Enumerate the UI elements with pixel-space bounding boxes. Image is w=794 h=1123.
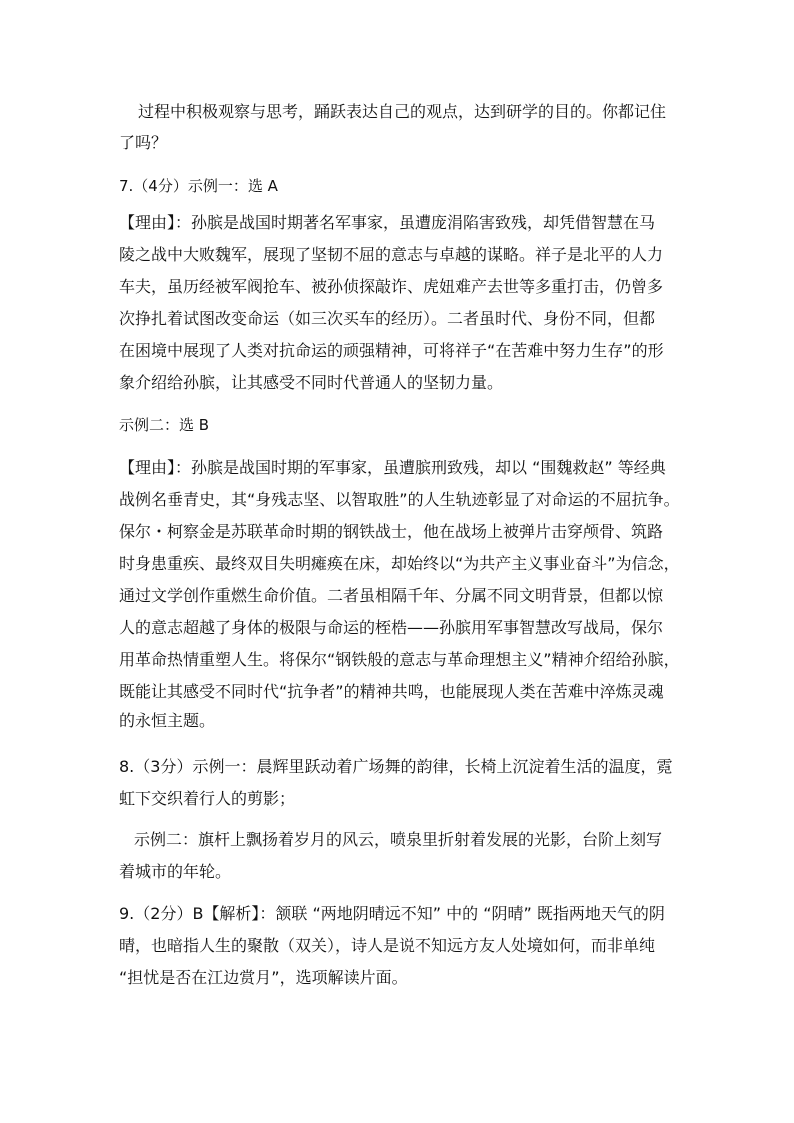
text-line: 虹下交织着行人的剪影； [119, 789, 296, 808]
answer-8-line: 8.（3分）示例一：晨辉里跃动着广场舞的韵律，长椅上沉淀着生活的温度，霓 [119, 757, 673, 776]
text-line: 象介绍给孙膑，让其感受不同时代普通人的坚韧力量。 [119, 373, 504, 392]
text-line: 晴，也暗指人生的聚散（双关），诗人是说不知远方友人处境如何，而非单纯 [119, 936, 656, 955]
text-line: 的永恒主题。 [119, 711, 216, 730]
text-line: 了吗？ [119, 133, 168, 152]
text-line: 人的意志超越了身体的极限与命运的桎梏——孙膑用军事智慧改写战局，保尔 [119, 618, 664, 637]
text-line: 在困境中展现了人类对抗命运的顽强精神，可将祥子“在苦难中努力生存”的形 [119, 341, 664, 360]
answer-7-heading: 7.（4分）示例一：选 A [119, 177, 278, 195]
text-line: 用革命热情重塑人生。将保尔“钢铁般的意志与革命理想主义”精神介绍给孙膑， [119, 650, 680, 669]
text-line: “担忧是否在江边赏月”，选项解读片面。 [119, 968, 408, 987]
answer-9-line: 9.（2分）B【解析】：颔联 “两地阴晴远不知” 中的 “阴晴” 既指两地天气的阴 [119, 904, 665, 923]
text-line: 【理由】：孙膑是战国时期的军事家，虽遭膑刑致残，却以 “围魏救赵” 等经典 [119, 458, 666, 477]
text-line: 时身患重疾、最终双目失明瘫痪在床，却始终以“为共产主义事业奋斗”为信念， [119, 554, 680, 573]
text-line: 通过文学创作重燃生命价值。二者虽相隔千年、分属不同文明背景，但都以惊 [119, 586, 664, 605]
text-line: 示例二：旗杆上飘扬着岁月的风云，喷泉里折射着发展的光影，台阶上刻写 [134, 830, 663, 849]
text-line: 保尔・柯察金是苏联革命时期的钢铁战士，他在战场上被弹片击穿颅骨、筑路 [119, 522, 664, 541]
text-line: 既能让其感受不同时代“抗争者”的精神共鸣，也能展现人类在苦难中淬炼灵魂 [119, 682, 664, 701]
text-line: 陵之战中大败魏军，展现了坚韧不屈的意志与卓越的谋略。祥子是北平的人力 [119, 245, 664, 264]
text-line: 过程中积极观察与思考，踊跃表达自己的观点，达到研学的目的。你都记住 [138, 102, 667, 121]
text-line: 【理由】：孙膑是战国时期著名军事家，虽遭庞涓陷害致残，却凭借智慧在马 [119, 213, 656, 232]
text-line: 着城市的年轮。 [119, 862, 232, 881]
text-line: 次挣扎着试图改变命运（如三次买车的经历）。二者虽时代、身份不同，但都 [119, 309, 656, 328]
text-line: 战例名垂青史，其“身残志坚、以智取胜”的人生轨迹彰显了对命运的不屈抗争。 [119, 490, 680, 509]
text-line: 车夫，虽历经被军阀抢车、被孙侦探敲诈、虎妞难产去世等多重打击，仍曾多 [119, 277, 664, 296]
example-2-heading: 示例二：选 B [119, 416, 210, 434]
